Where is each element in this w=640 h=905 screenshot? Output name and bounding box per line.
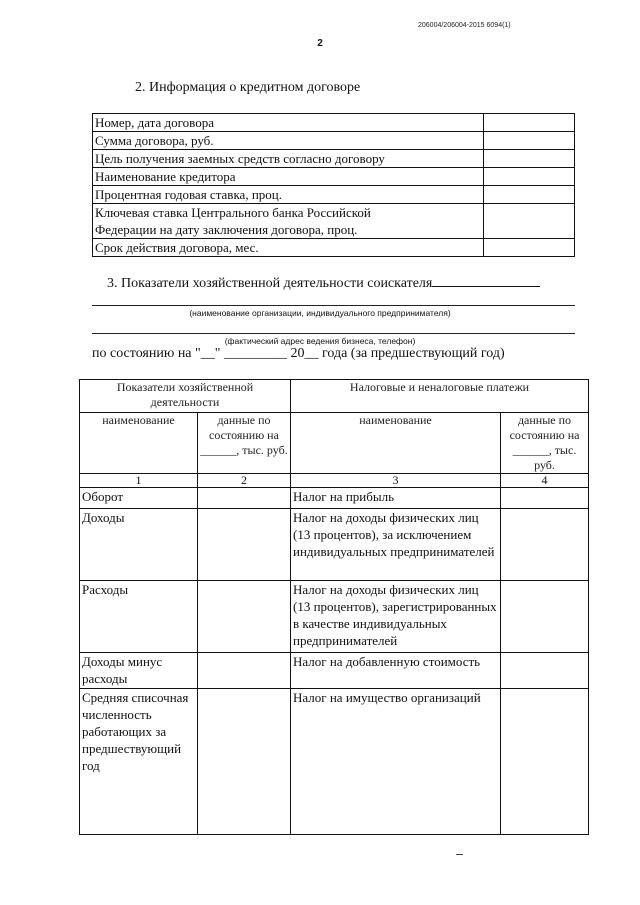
indicator-name: Доходы (80, 509, 198, 581)
address-line[interactable] (92, 333, 575, 334)
table-header-row (80, 380, 589, 413)
indicator-name: Средняя списочная численность работающих за предшествующий год (80, 689, 198, 835)
table-row (80, 488, 589, 509)
table-row (80, 689, 589, 835)
document-id: 206004/206004-2015 6094(1) (418, 22, 511, 29)
column-number-row (80, 474, 589, 488)
table-row (93, 132, 575, 150)
table-subheader-row (80, 413, 589, 474)
value-cell[interactable] (484, 132, 575, 150)
col-number: 2 (198, 474, 291, 488)
tax-value[interactable] (501, 689, 589, 835)
indicator-value[interactable] (198, 488, 291, 509)
tax-name: Налог на добавленную стоимость (291, 653, 501, 689)
table-row (93, 150, 575, 168)
credit-agreement-table (92, 113, 575, 257)
page-number: 2 (317, 38, 323, 49)
row-label: Номер, дата договора (93, 114, 484, 132)
org-name-line[interactable] (92, 305, 575, 306)
table-row (93, 239, 575, 257)
as-of-date-line: по состоянию на "__" _________ 20__ года (за предшествующий год) (92, 346, 505, 361)
col-number: 4 (501, 474, 589, 488)
address-caption: (фактический адрес ведения бизнеса, телефон) (224, 336, 416, 346)
indicator-value[interactable] (198, 689, 291, 835)
row-label: Сумма договора, руб. (93, 132, 484, 150)
value-cell[interactable] (484, 150, 575, 168)
indicator-name: Расходы (80, 581, 198, 653)
table-row (80, 581, 589, 653)
value-cell[interactable] (484, 186, 575, 204)
business-indicators-table (79, 379, 589, 835)
tax-value[interactable] (501, 653, 589, 689)
table-row (80, 509, 589, 581)
tax-name: Налог на доходы физических лиц (13 процентов), зарегистрированных в качестве индивидуальных предпринимателей (291, 581, 501, 653)
table-row (93, 168, 575, 186)
indicator-value[interactable] (198, 581, 291, 653)
tax-name: Налог на имущество организаций (291, 689, 501, 835)
group-header-payments: Налоговые и неналоговые платежи (291, 380, 589, 413)
row-label: Цель получения заемных средств согласно договору (93, 150, 484, 168)
scan-mark (456, 854, 463, 855)
value-cell[interactable] (484, 168, 575, 186)
row-label: Наименование кредитора (93, 168, 484, 186)
section-2-title: 2. Информация о кредитном договоре (135, 80, 361, 95)
indicator-name: Оборот (80, 488, 198, 509)
value-cell[interactable] (484, 204, 575, 239)
indicator-name: Доходы минус расходы (80, 653, 198, 689)
tax-name: Налог на доходы физических лиц (13 процентов), за исключением индивидуальных предпринимателей (291, 509, 501, 581)
col-number: 1 (80, 474, 198, 488)
indicator-value[interactable] (198, 653, 291, 689)
table-row (93, 114, 575, 132)
row-label: Ключевая ставка Центрального банка Российской Федерации на дату заключения договора, проц. (93, 204, 484, 239)
col-header-name-right: наименование (291, 413, 501, 474)
tax-value[interactable] (501, 509, 589, 581)
section-3-title-text: 3. Показатели хозяйственной деятельности соискателя (107, 276, 433, 291)
col-header-name: наименование (80, 413, 198, 474)
value-cell[interactable] (484, 239, 575, 257)
table-row (80, 653, 589, 689)
table-row (93, 204, 575, 239)
row-label: Процентная годовая ставка, проц. (93, 186, 484, 204)
tax-value[interactable] (501, 581, 589, 653)
indicator-value[interactable] (198, 509, 291, 581)
section-3-title (107, 274, 540, 292)
row-label: Срок действия договора, мес. (93, 239, 484, 257)
tax-value[interactable] (501, 488, 589, 509)
col-header-data-right: данные по состоянию на ______, тыс. руб. (501, 413, 589, 474)
org-name-caption: (наименование организации, индивидуального предпринимателя) (189, 308, 451, 318)
table-row (93, 186, 575, 204)
tax-name: Налог на прибыль (291, 488, 501, 509)
applicant-blank[interactable] (432, 274, 540, 287)
col-header-data: данные по состоянию на ______, тыс. руб. (198, 413, 291, 474)
value-cell[interactable] (484, 114, 575, 132)
col-number: 3 (291, 474, 501, 488)
group-header-indicators: Показатели хозяйственной деятельности (80, 380, 291, 413)
